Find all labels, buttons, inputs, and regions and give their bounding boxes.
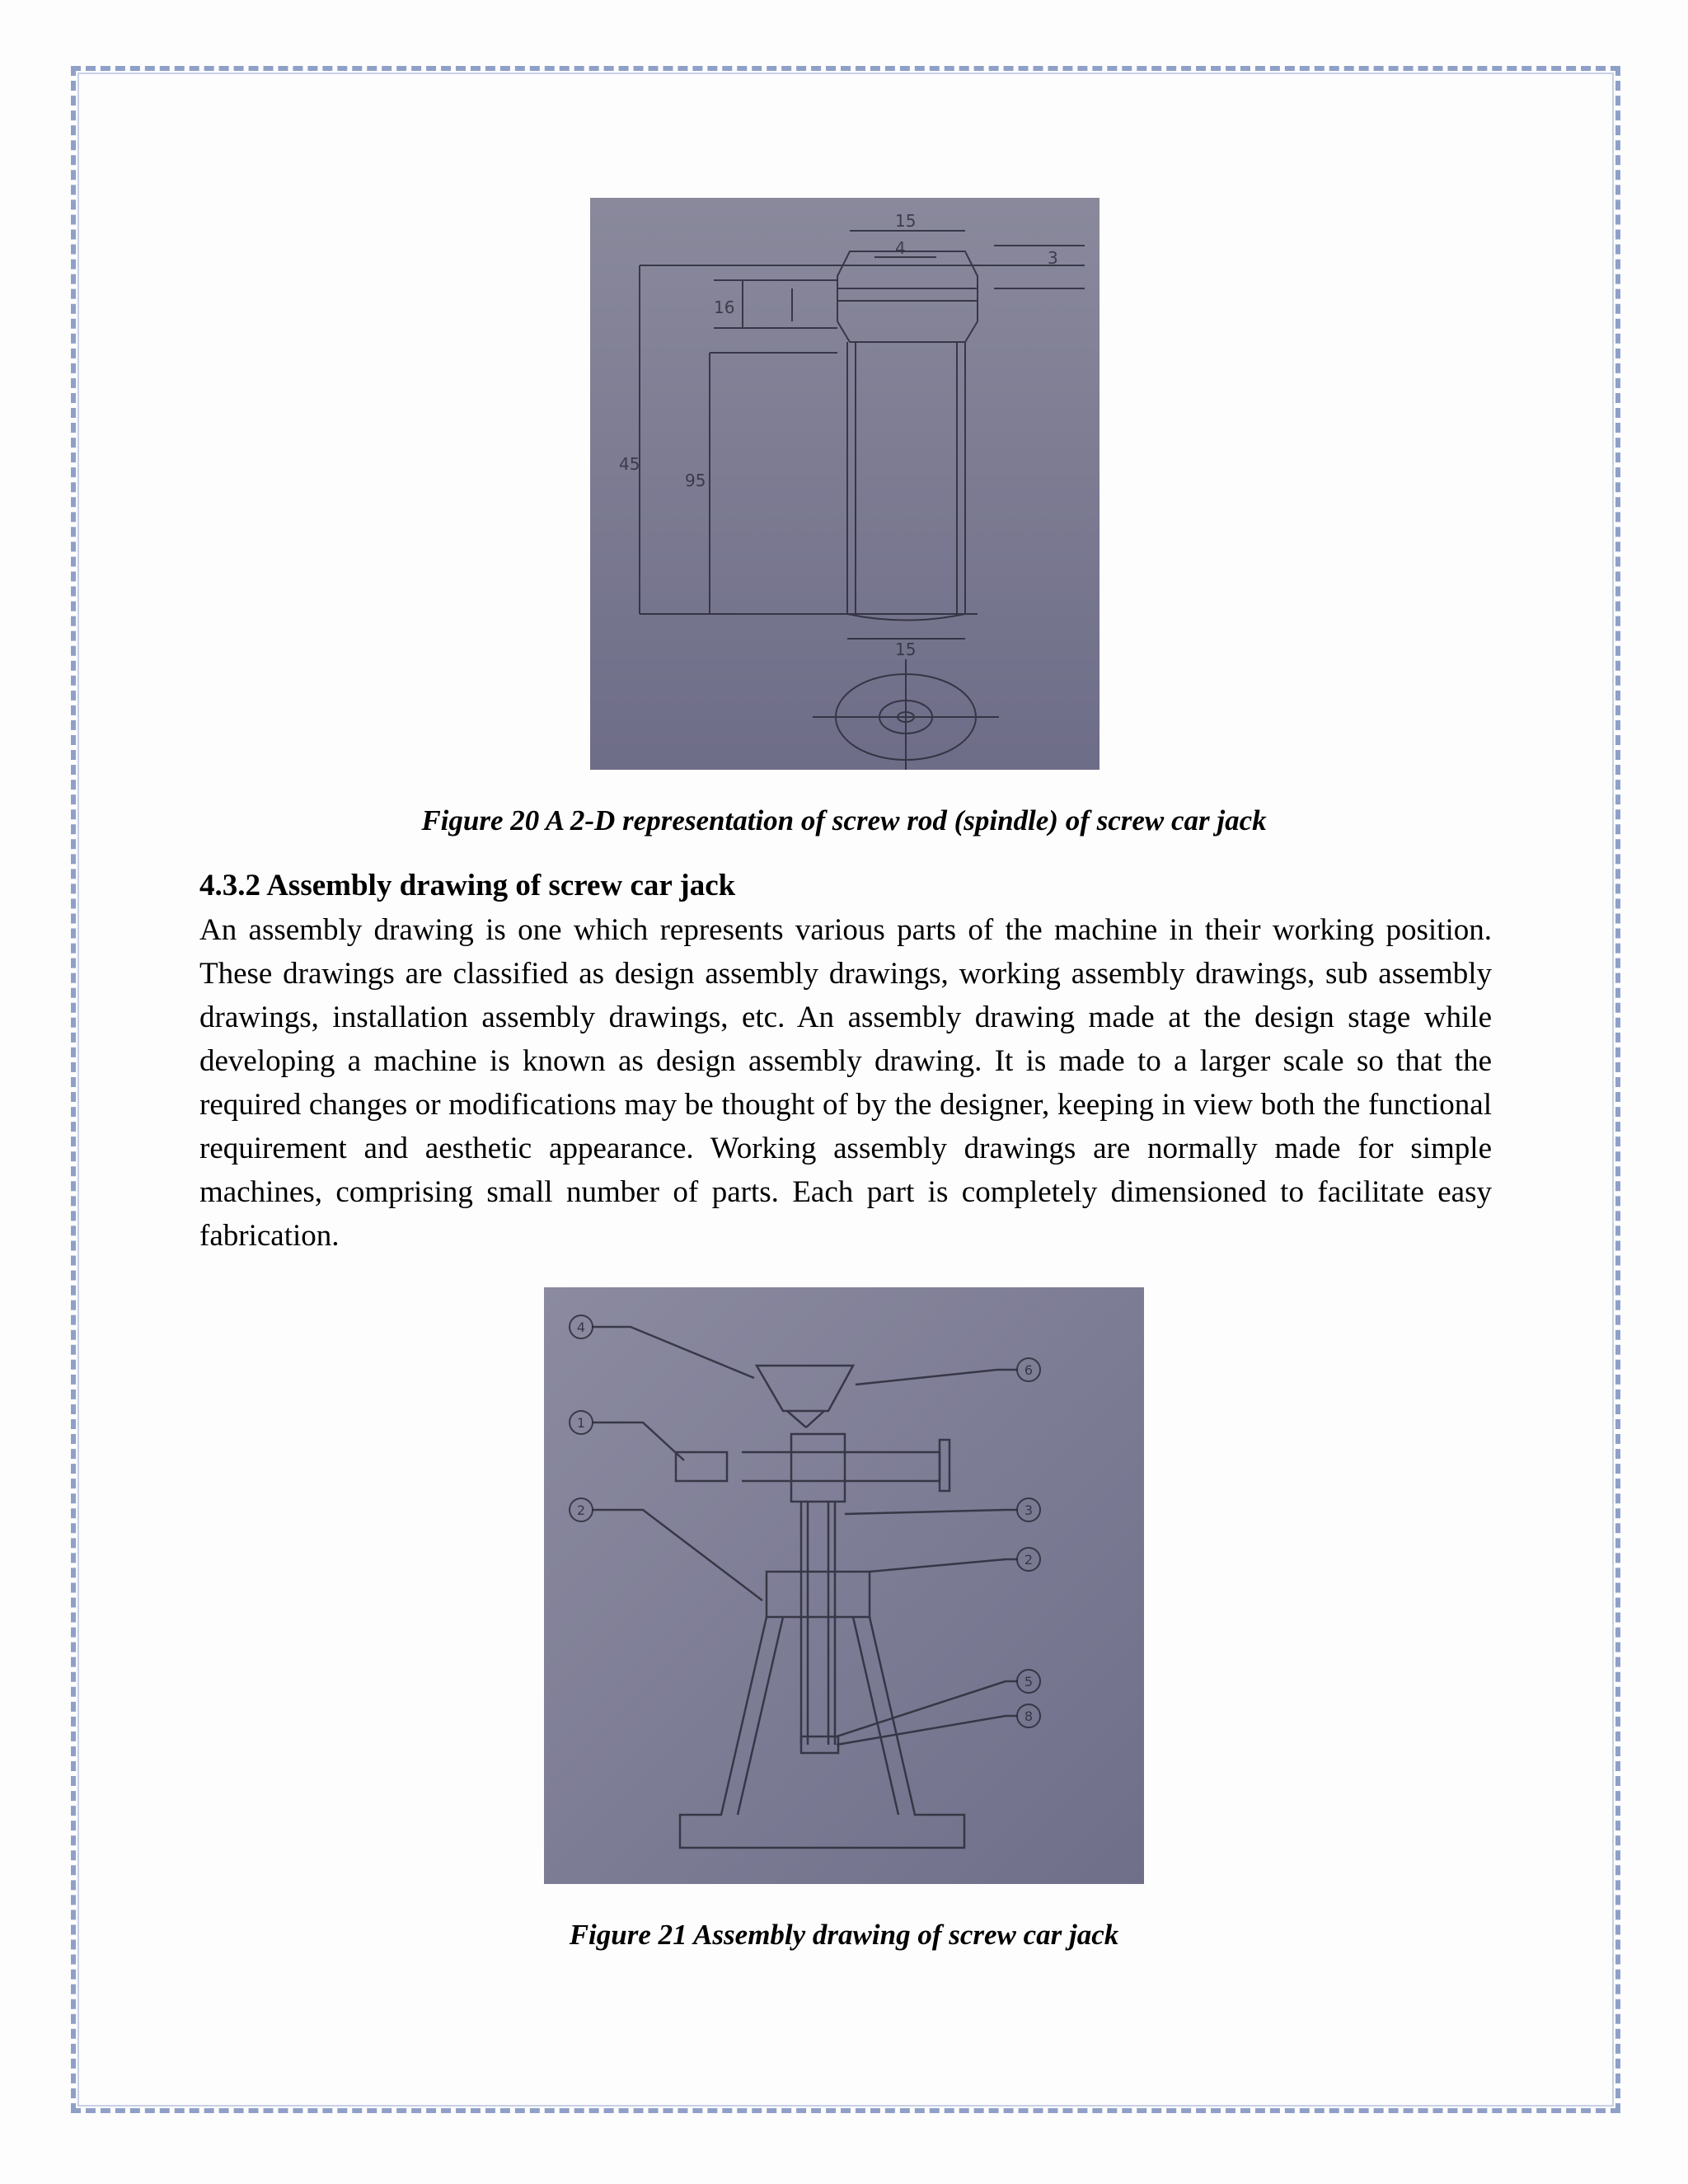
dim-label-inner: 4 xyxy=(895,238,906,258)
figure-21-image xyxy=(544,1287,1144,1884)
balloon-label: 2 xyxy=(1024,1552,1034,1568)
balloon-label: 8 xyxy=(1024,1708,1034,1724)
dim-label-chamfer: 3 xyxy=(1048,248,1058,268)
balloon-label: 1 xyxy=(576,1415,586,1431)
section-paragraph: An assembly drawing is one which represents various parts of the machine in their working position. These drawings are classified as design assembly drawings, working assembly drawings, sub assembly drawings, installation assembly drawings, etc. An assembly drawing made at the design stage while developing a machine is known as design assembly drawing. It is made to a larger scale so that the required changes or modifications may be thought of by the designer, keeping in view both the functional requirement and aesthetic appearance. Working assembly drawings are normally made for simple machines, comprising small number of parts. Each part is completely dimensioned to facilitate easy fabrication. xyxy=(199,913,1492,1253)
dim-label-top: 15 xyxy=(895,211,917,231)
figure-20-image xyxy=(590,198,1100,770)
dim-label-shaft: 95 xyxy=(685,471,706,490)
dim-label-total: 45 xyxy=(619,454,640,474)
figure-20-caption: Figure 20 A 2-D representation of screw rod (spindle) of screw car jack xyxy=(421,804,1267,837)
balloon-label: 2 xyxy=(576,1502,586,1518)
figure-21-caption: Figure 21 Assembly drawing of screw car jack xyxy=(569,1919,1119,1951)
balloon-label: 5 xyxy=(1024,1674,1034,1690)
balloon-label: 3 xyxy=(1024,1502,1034,1518)
balloon-label: 6 xyxy=(1024,1362,1034,1378)
section-heading: 4.3.2 Assembly drawing of screw car jack xyxy=(199,869,736,902)
dim-label-dia: 15 xyxy=(895,640,917,659)
dim-label-head: 16 xyxy=(714,298,735,317)
balloon-label: 4 xyxy=(576,1319,586,1335)
